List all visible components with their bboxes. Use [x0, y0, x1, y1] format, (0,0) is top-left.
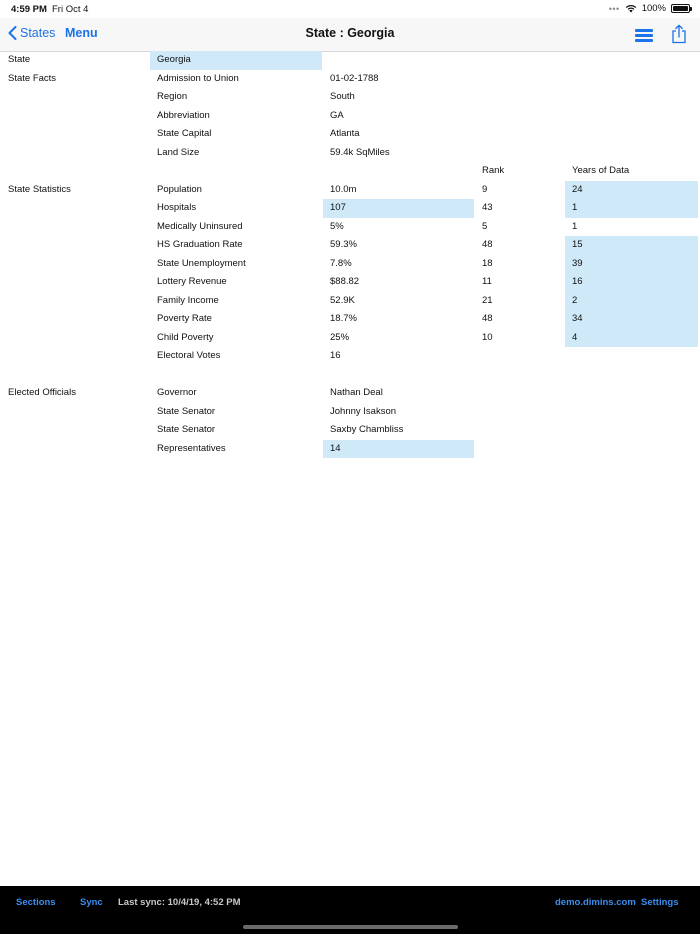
- fact-value: Atlanta: [330, 128, 360, 139]
- stat-label: HS Graduation Rate: [157, 239, 243, 250]
- section-label-officials: Elected Officials: [8, 387, 76, 398]
- multitasking-dots-icon: •••: [608, 3, 620, 14]
- stat-years-link[interactable]: 24: [565, 181, 698, 200]
- status-date: Fri Oct 4: [52, 4, 89, 15]
- fact-value: 59.4k SqMiles: [330, 146, 390, 158]
- stat-value: 5%: [330, 220, 344, 232]
- home-indicator[interactable]: [243, 925, 458, 929]
- official-row: [0, 421, 700, 440]
- facts-row: [0, 70, 700, 89]
- official-label: Governor: [157, 387, 197, 398]
- stat-rank: 9: [482, 183, 488, 195]
- status-bar: [0, 0, 700, 18]
- stat-label: Electoral Votes: [157, 350, 221, 361]
- battery-icon: [671, 4, 690, 13]
- representatives-link[interactable]: 14: [323, 440, 474, 459]
- rank-column-header: Rank: [482, 165, 505, 176]
- official-value: Saxby Chambliss: [330, 424, 404, 435]
- stat-rank: 11: [482, 276, 492, 287]
- stat-years-link[interactable]: 4: [565, 329, 698, 348]
- stat-label: Population: [157, 183, 202, 195]
- section-label-state: State: [8, 54, 31, 65]
- server-link[interactable]: demo.dimins.com: [555, 897, 636, 908]
- status-right: [609, 3, 690, 14]
- stat-years-link[interactable]: 2: [565, 292, 698, 311]
- years-column-header: Years of Data: [572, 165, 630, 176]
- stat-rank: 5: [482, 220, 488, 232]
- stat-row: [0, 347, 700, 366]
- fact-label: Region: [157, 91, 188, 102]
- stat-row: [0, 255, 700, 274]
- stat-years-link[interactable]: 39: [565, 255, 698, 274]
- stat-value: 10.0m: [330, 183, 357, 195]
- facts-row: [0, 107, 700, 126]
- official-value: Nathan Deal: [330, 387, 383, 398]
- fact-value: 01-02-1788: [330, 72, 379, 84]
- official-row: [0, 384, 700, 403]
- stat-row: [0, 292, 700, 311]
- stat-rank: 18: [482, 257, 493, 269]
- stat-row: [0, 199, 700, 218]
- stat-years-link[interactable]: 15: [565, 236, 698, 255]
- stat-years-link[interactable]: 16: [565, 273, 698, 292]
- official-label: State Senator: [157, 405, 216, 417]
- battery-percent: 100%: [641, 3, 666, 14]
- stat-label: Family Income: [157, 294, 219, 306]
- stat-years-link[interactable]: 1: [565, 199, 698, 218]
- share-icon[interactable]: [671, 24, 687, 44]
- stat-row: [0, 236, 700, 255]
- back-button[interactable]: [8, 26, 55, 40]
- sync-button[interactable]: Sync: [80, 897, 103, 908]
- stat-value: 7.8%: [330, 257, 352, 269]
- section-label-statistics: State Statistics: [8, 183, 71, 195]
- spacer-row: [0, 366, 700, 385]
- fact-label: Admission to Union: [157, 72, 239, 84]
- chevron-left-icon: [8, 26, 17, 40]
- stat-value: 59.3%: [330, 239, 357, 250]
- stat-label: Poverty Rate: [157, 313, 212, 324]
- stat-rank: 10: [482, 331, 493, 343]
- official-row: [0, 440, 700, 459]
- stat-value: 18.7%: [330, 313, 357, 324]
- stat-value: 52.9K: [330, 294, 355, 306]
- section-label-facts: State Facts: [8, 72, 57, 84]
- state-data-grid: [0, 51, 700, 458]
- stat-years-link[interactable]: 34: [565, 310, 698, 329]
- list-icon[interactable]: [635, 29, 653, 42]
- back-button-label: States: [20, 26, 56, 40]
- stat-row: [0, 181, 700, 200]
- stat-years: 1: [572, 220, 578, 232]
- official-row: [0, 403, 700, 422]
- facts-row: [0, 144, 700, 163]
- sections-button[interactable]: Sections: [16, 897, 56, 908]
- state-name-cell[interactable]: Georgia: [150, 51, 322, 70]
- fact-value: GA: [330, 109, 344, 121]
- official-label: Representatives: [157, 442, 226, 454]
- fact-value: South: [330, 91, 355, 102]
- stat-value: 25%: [330, 331, 350, 343]
- stat-rank: 21: [482, 294, 493, 306]
- stat-row: [0, 310, 700, 329]
- stat-row: [0, 273, 700, 292]
- last-sync-label: Last sync: 10/4/19, 4:52 PM: [118, 897, 241, 908]
- navigation-bar: [0, 18, 700, 52]
- stat-label: Child Poverty: [157, 331, 214, 343]
- stat-label: State Unemployment: [157, 257, 246, 269]
- settings-button[interactable]: Settings: [641, 897, 679, 908]
- stat-rank: 48: [482, 313, 493, 324]
- stat-value: 16: [330, 350, 341, 361]
- fact-label: State Capital: [157, 128, 212, 139]
- menu-button[interactable]: Menu: [65, 26, 98, 40]
- stat-rank: 48: [482, 239, 493, 250]
- fact-label: Abbreviation: [157, 109, 210, 121]
- fact-label: Land Size: [157, 146, 200, 158]
- stat-label: Lottery Revenue: [157, 276, 227, 287]
- stat-row: [0, 218, 700, 237]
- page-title: State : Georgia: [305, 26, 395, 40]
- wifi-icon: [625, 4, 637, 13]
- facts-row: [0, 88, 700, 107]
- facts-row: [0, 125, 700, 144]
- state-row: [0, 51, 700, 70]
- official-label: State Senator: [157, 424, 216, 435]
- bottom-toolbar: [0, 886, 700, 934]
- stat-rank: 43: [482, 202, 493, 213]
- stat-header-row: [0, 162, 700, 181]
- stat-label: Medically Uninsured: [157, 220, 243, 232]
- status-time: 4:59 PM: [11, 4, 47, 15]
- stat-value-link[interactable]: 107: [323, 199, 474, 218]
- stat-label: Hospitals: [157, 202, 197, 213]
- stat-row: [0, 329, 700, 348]
- official-value: Johnny Isakson: [330, 405, 397, 417]
- stat-value: $88.82: [330, 276, 360, 287]
